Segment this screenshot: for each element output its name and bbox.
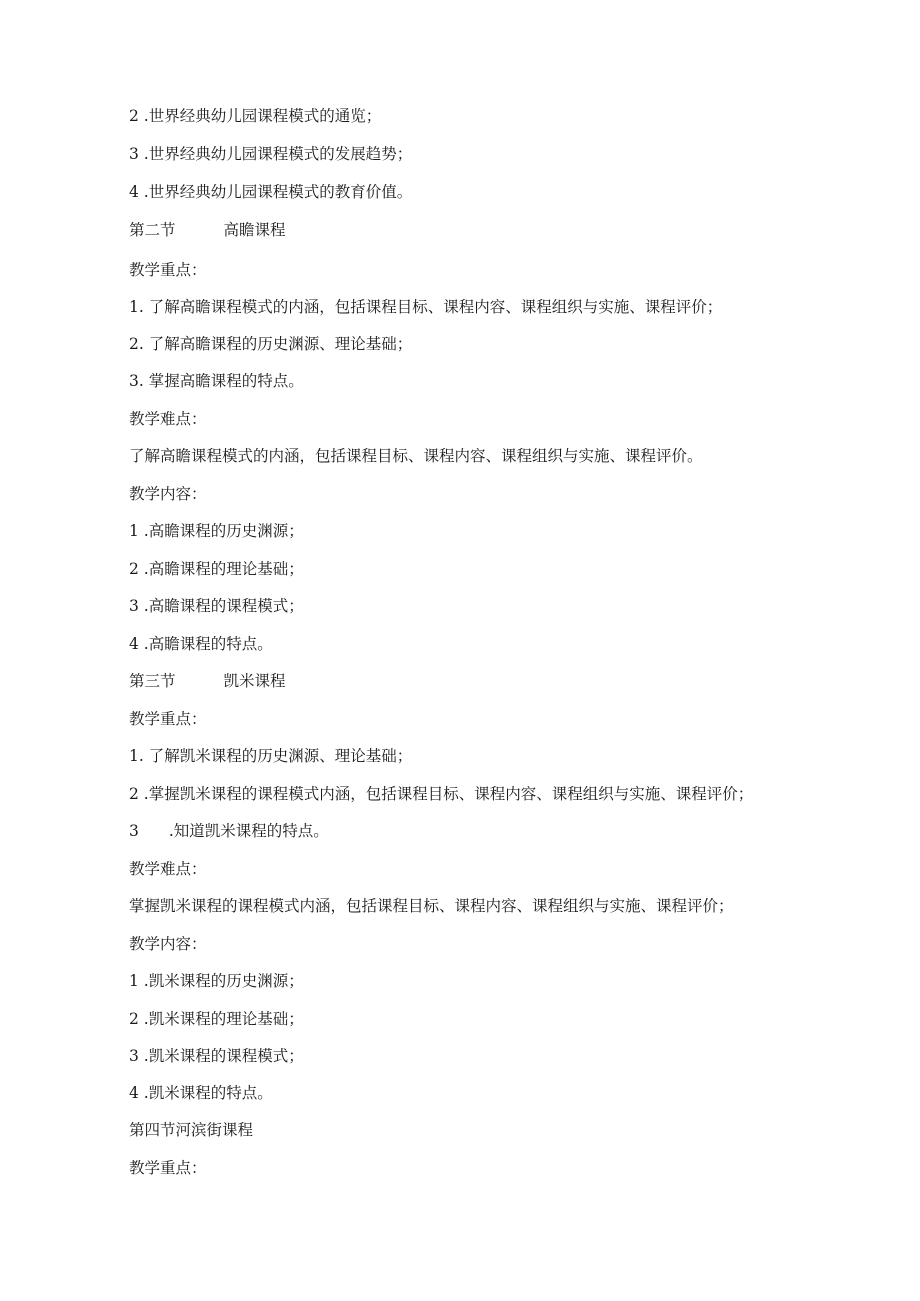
list-text: .知道凯米课程的特点。	[168, 822, 329, 840]
list-number: 3	[129, 822, 139, 840]
list-item: 2. 了解高瞻课程的历史渊源、理论基础；	[129, 335, 413, 353]
section-heading	[129, 220, 286, 240]
list-item: 3 .世界经典幼儿园课程模式的发展趋势；	[129, 145, 413, 163]
section-heading	[129, 671, 286, 691]
subheading: 教学内容：	[129, 935, 207, 953]
list-item: 1 .高瞻课程的历史渊源；	[129, 522, 304, 540]
section-label: 第二节	[129, 221, 176, 239]
section-heading: 第四节河滨街课程	[129, 1121, 254, 1139]
paragraph: 掌握凯米课程的课程模式内涵，包括课程目标、课程内容、课程组织与实施、课程评价；	[129, 897, 734, 915]
subheading: 教学内容：	[129, 485, 207, 503]
paragraph: 了解高瞻课程模式的内涵，包括课程目标、课程内容、课程组织与实施、课程评价。	[129, 447, 703, 465]
list-item	[129, 821, 329, 841]
section-title: 高瞻课程	[223, 221, 286, 239]
list-item: 1. 了解高瞻课程模式的内涵，包括课程目标、课程内容、课程组织与实施、课程评价；	[129, 298, 723, 316]
list-item: 4 .高瞻课程的特点。	[129, 635, 273, 653]
subheading: 教学难点：	[129, 860, 207, 878]
subheading: 教学难点：	[129, 410, 207, 428]
list-item: 2 .凯米课程的理论基础；	[129, 1010, 304, 1028]
list-item: 1. 了解凯米课程的历史渊源、理论基础；	[129, 747, 413, 765]
list-item: 2 .世界经典幼儿园课程模式的通览；	[129, 107, 382, 125]
list-item: 2 .高瞻课程的理论基础；	[129, 560, 304, 578]
list-item: 3. 掌握高瞻课程的特点。	[129, 372, 304, 390]
list-item: 2 .掌握凯米课程的课程模式内涵，包括课程目标、课程内容、课程组织与实施、课程评价；	[129, 785, 754, 803]
list-item: 3 .凯米课程的课程模式；	[129, 1047, 304, 1065]
list-item: 1 .凯米课程的历史渊源；	[129, 972, 304, 990]
list-item: 3 .高瞻课程的课程模式；	[129, 597, 304, 615]
list-item: 4 .世界经典幼儿园课程模式的教育价值。	[129, 183, 413, 201]
subheading: 教学重点：	[129, 1159, 207, 1177]
subheading: 教学重点：	[129, 261, 207, 279]
list-item: 4 .凯米课程的特点。	[129, 1084, 273, 1102]
subheading: 教学重点：	[129, 710, 207, 728]
section-label: 第三节	[129, 672, 176, 690]
section-title: 凯米课程	[223, 672, 286, 690]
